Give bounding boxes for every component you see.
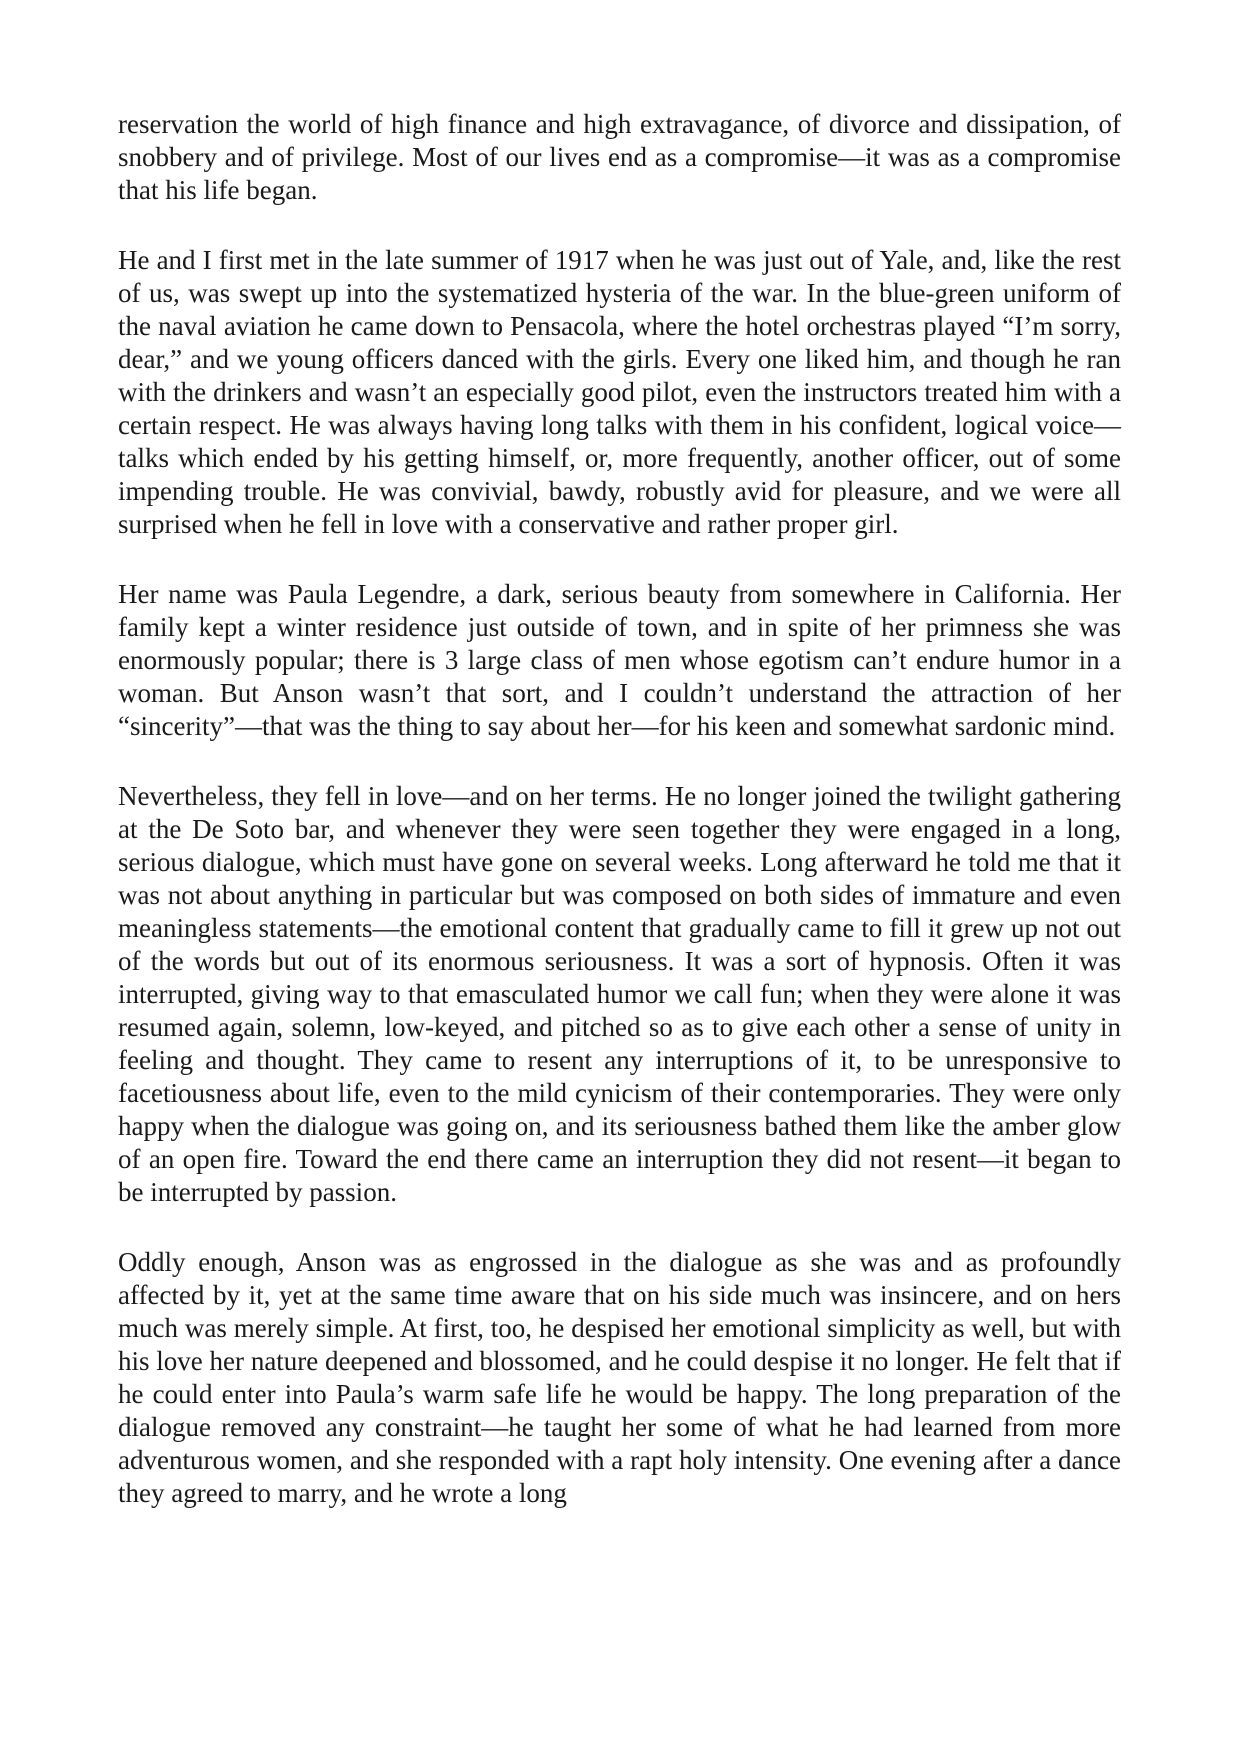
document-page [118, 108, 1121, 1510]
paragraph: Her name was Paula Legendre, a dark, serious beauty from somewhere in California. Her family kept a winter residence just outside of town, and in spite of her primness she was enormously popular; there is 3 large class of men whose egotism can’t endure humor in a woman. But Anson wasn’t that sort, and I couldn’t understand the attraction of her “sincerity”—that was the thing to say about her—for his keen and somewhat sardonic mind. [118, 579, 1121, 741]
paragraph: Nevertheless, they fell in love—and on her terms. He no longer joined the twilight gathering at the De Soto bar, and whenever they were seen together they were engaged in a long, serious dialogue, which must have gone on several weeks. Long afterward he told me that it was not about anything in particular but was composed on both sides of immature and even meaningless statements—the emotional content that gradually came to fill it grew up not out of the words but out of its enormous seriousness. It was a sort of hypnosis. Often it was interrupted, giving way to that emasculated humor we call fun; when they were alone it was resumed again, solemn, low-keyed, and pitched so as to give each other a sense of unity in feeling and thought. They came to resent any interruptions of it, to be unresponsive to facetiousness about life, even to the mild cynicism of their contemporaries. They were only happy when the dialogue was going on, and its seriousness bathed them like the amber glow of an open fire. Toward the end there came an interruption they did not resent—it began to be interrupted by passion. [118, 781, 1121, 1207]
paragraph: reservation the world of high finance and high extravagance, of divorce and dissipation, of snobbery and of privilege. Most of our lives end as a compromise—it was as a compromise that his life began. [118, 109, 1121, 205]
paragraph: Oddly enough, Anson was as engrossed in the dialogue as she was and as profoundly affected by it, yet at the same time aware that on his side much was insincere, and on hers much was merely simple. At first, too, he despised her emotional simplicity as well, but with his love her nature deepened and blossomed, and he could despise it no longer. He felt that if he could enter into Paula’s warm safe life he would be happy. The long preparation of the dialogue removed any constraint—he taught her some of what he had learned from more adventurous women, and she responded with a rapt holy intensity. One evening after a dance they agreed to marry, and he wrote a long [118, 1247, 1121, 1508]
paragraph: He and I first met in the late summer of 1917 when he was just out of Yale, and, like the rest of us, was swept up into the systematized hysteria of the war. In the blue-green uniform of the naval aviation he came down to Pensacola, where the hotel orchestras played “I’m sorry, dear,” and we young officers danced with the girls. Every one liked him, and though he ran with the drinkers and wasn’t an especially good pilot, even the instructors treated him with a certain respect. He was always having long talks with them in his confident, logical voice—talks which ended by his getting himself, or, more frequently, another officer, out of some impending trouble. He was convivial, bawdy, robustly avid for pleasure, and we were all surprised when he fell in love with a conservative and rather proper girl. [118, 245, 1121, 539]
